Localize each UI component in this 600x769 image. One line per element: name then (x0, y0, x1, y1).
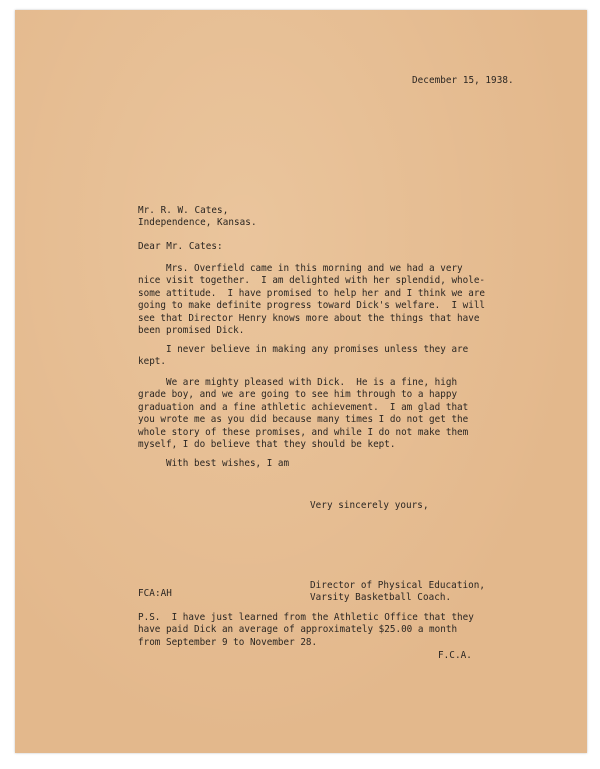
postscript-line: have paid Dick an average of approximately $25.00 a month (138, 624, 458, 636)
paragraph-line: you wrote me as you did because many times I do not get the (138, 414, 469, 426)
body-paragraph-2 (138, 344, 468, 369)
paragraph-line: been promised Dick. (138, 325, 245, 337)
paragraph-line: kept. (138, 356, 166, 368)
paragraph-line: see that Director Henry knows more about the things that have (138, 312, 480, 324)
signature-title-1: Director of Physical Education, (310, 580, 486, 591)
paragraph-line: some attitude. I have promised to help her and I think we are (138, 287, 486, 299)
closing: Very sincerely yours, (310, 500, 429, 511)
paragraph-line: grade boy, and we are going to see him through to a happy (138, 389, 458, 401)
paragraph-line: Mrs. Overfield came in this morning and we had a very (138, 263, 463, 274)
recipient-name: Mr. R. W. Cates, (138, 205, 229, 216)
body-paragraph-3 (138, 377, 468, 451)
postscript-line: P.S. I have just learned from the Athletic Office that they (138, 612, 474, 623)
ps-initials: F.C.A. (438, 650, 472, 661)
body-paragraph-1 (138, 263, 485, 337)
paragraph-line: graduation and a fine athletic achievement. I am glad that (138, 401, 469, 413)
paragraph-line: We are mighty pleased with Dick. He is a fine, high (138, 377, 458, 388)
postscript (138, 612, 474, 649)
recipient-city: Independence, Kansas. (138, 217, 257, 228)
initials-reference: FCA:AH (138, 588, 172, 599)
paragraph-line: going to make definite progress toward Dick's welfare. I will (138, 300, 486, 312)
paragraph-line: myself, I do believe that they should be kept. (138, 439, 396, 451)
salutation: Dear Mr. Cates: (138, 241, 223, 252)
paragraph-line: I never believe in making any promises unless they are (138, 344, 469, 355)
signature-title-2: Varsity Basketball Coach. (310, 592, 452, 603)
paragraph-line: whole story of these promises, and while I do not make them (138, 426, 469, 438)
postscript-line: from September 9 to November 28. (138, 636, 318, 648)
letter-date: December 15, 1938. (412, 75, 514, 86)
body-paragraph-4 (138, 458, 289, 470)
paragraph-line: With best wishes, I am (138, 458, 290, 469)
paragraph-line: nice visit together. I am delighted with her splendid, whole- (138, 275, 486, 287)
